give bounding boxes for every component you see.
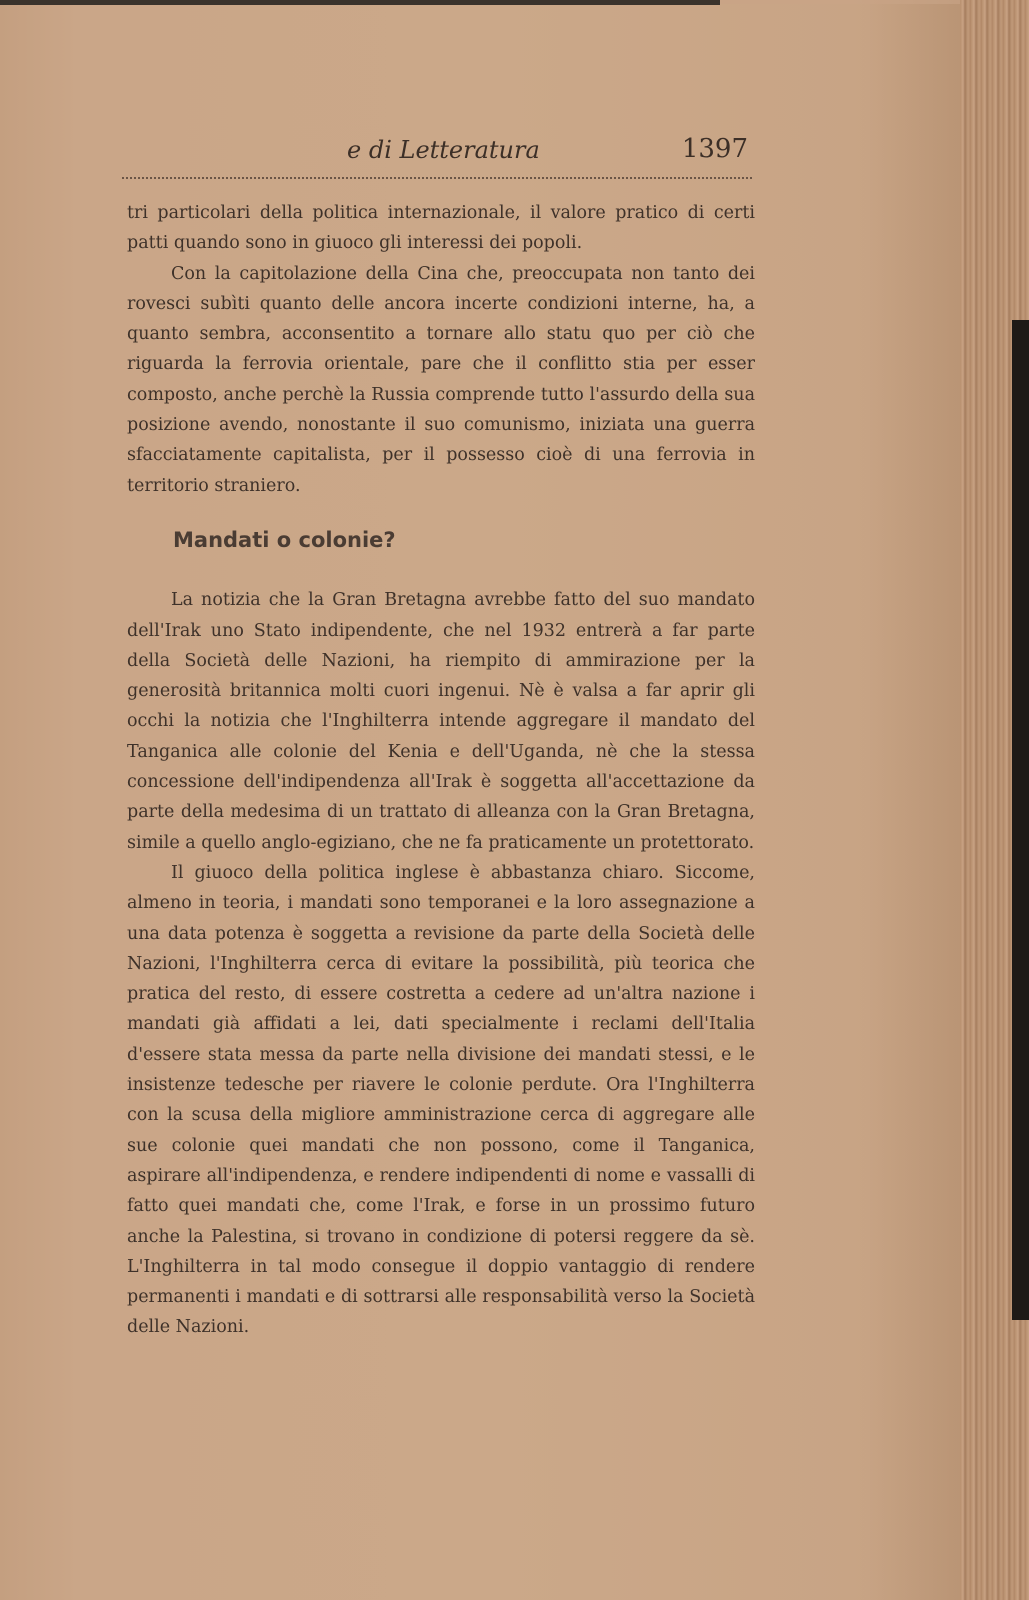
paragraph: Il giuoco della politica inglese è abbastanza chiaro. Siccome, almeno in teoria, i mandati sono temporanei e la loro assegnazione a una data potenza è soggetta a revisione da parte della Società delle Nazioni, l'Inghilterra cerca di evitare la possibilità, più teorica che pratica del resto, di essere costretta a cedere ad un'altra nazione i mandati già affidati a lei, dati specialmente i reclami dell'Italia d'essere stata messa da parte nella divisione dei mandati stessi, e le insistenze tedesche per riavere le colonie perdute. Ora l'Inghilterra con la scusa della migliore amministrazione cerca di aggregare alle sue colonie quei mandati che non possono, come il Tanganica, aspirare all'indipendenza, e rendere indipendenti di nome e vassalli di fatto quei mandati che, come l'Irak, e forse in un prossimo futuro anche la Palestina, si trovano in condizione di potersi reggere da sè. L'Inghilterra in tal modo consegue il doppio vantaggio di rendere permanenti i mandati e di sottrarsi alle responsabilità verso la Società delle Nazioni. <box>127 862 755 1338</box>
paragraph: La notizia che la Gran Bretagna avrebbe fatto del suo mandato dell'Irak uno Stato indipendente, che nel 1932 entrerà a far parte della Società delle Nazioni, ha riempito di ammirazione per la generosità britannica molti cuori ingenui. Nè è valsa a far aprir gli occhi la notizia che l'Inghilterra intende aggregare il mandato del Tanganica alle colonie del Kenia e dell'Uganda, nè che la stessa concessione dell'indipendenza all'Irak è soggetta all'accettazione da parte della medesima di un trattato di alleanza con la Gran Bretagna, simile a quello anglo-egiziano, che ne fa praticamente un protettorato. <box>127 590 755 853</box>
body-text <box>127 198 755 1343</box>
page-shading <box>850 0 960 1600</box>
page-number: 1397 <box>681 134 748 164</box>
header-rule <box>122 177 752 179</box>
page-header <box>122 132 752 176</box>
running-head: e di Letteratura <box>347 136 540 164</box>
section-heading: Mandati o colonie? <box>173 527 396 552</box>
paragraph: tri particolari della politica internazionale, il valore pratico di certi patti quando sono in giuoco gli interessi dei popoli. <box>127 203 755 254</box>
binding-shadow <box>1012 320 1029 1320</box>
top-edge <box>0 0 720 5</box>
paragraph: Con la capitolazione della Cina che, preoccupata non tanto dei rovesci subìti quanto delle ancora incerte condizioni interne, ha, a quanto sembra, acconsentito a tornare allo statu quo per ciò che riguarda la ferrovia orientale, pare che il conflitto stia per esser composto, anche perchè la Russia comprende tutto l'assurdo della sua posizione avendo, nonostante il suo comunismo, iniziata una guerra sfacciatamente capitalista, per il possesso cioè di una ferrovia in territorio straniero. <box>127 263 755 496</box>
